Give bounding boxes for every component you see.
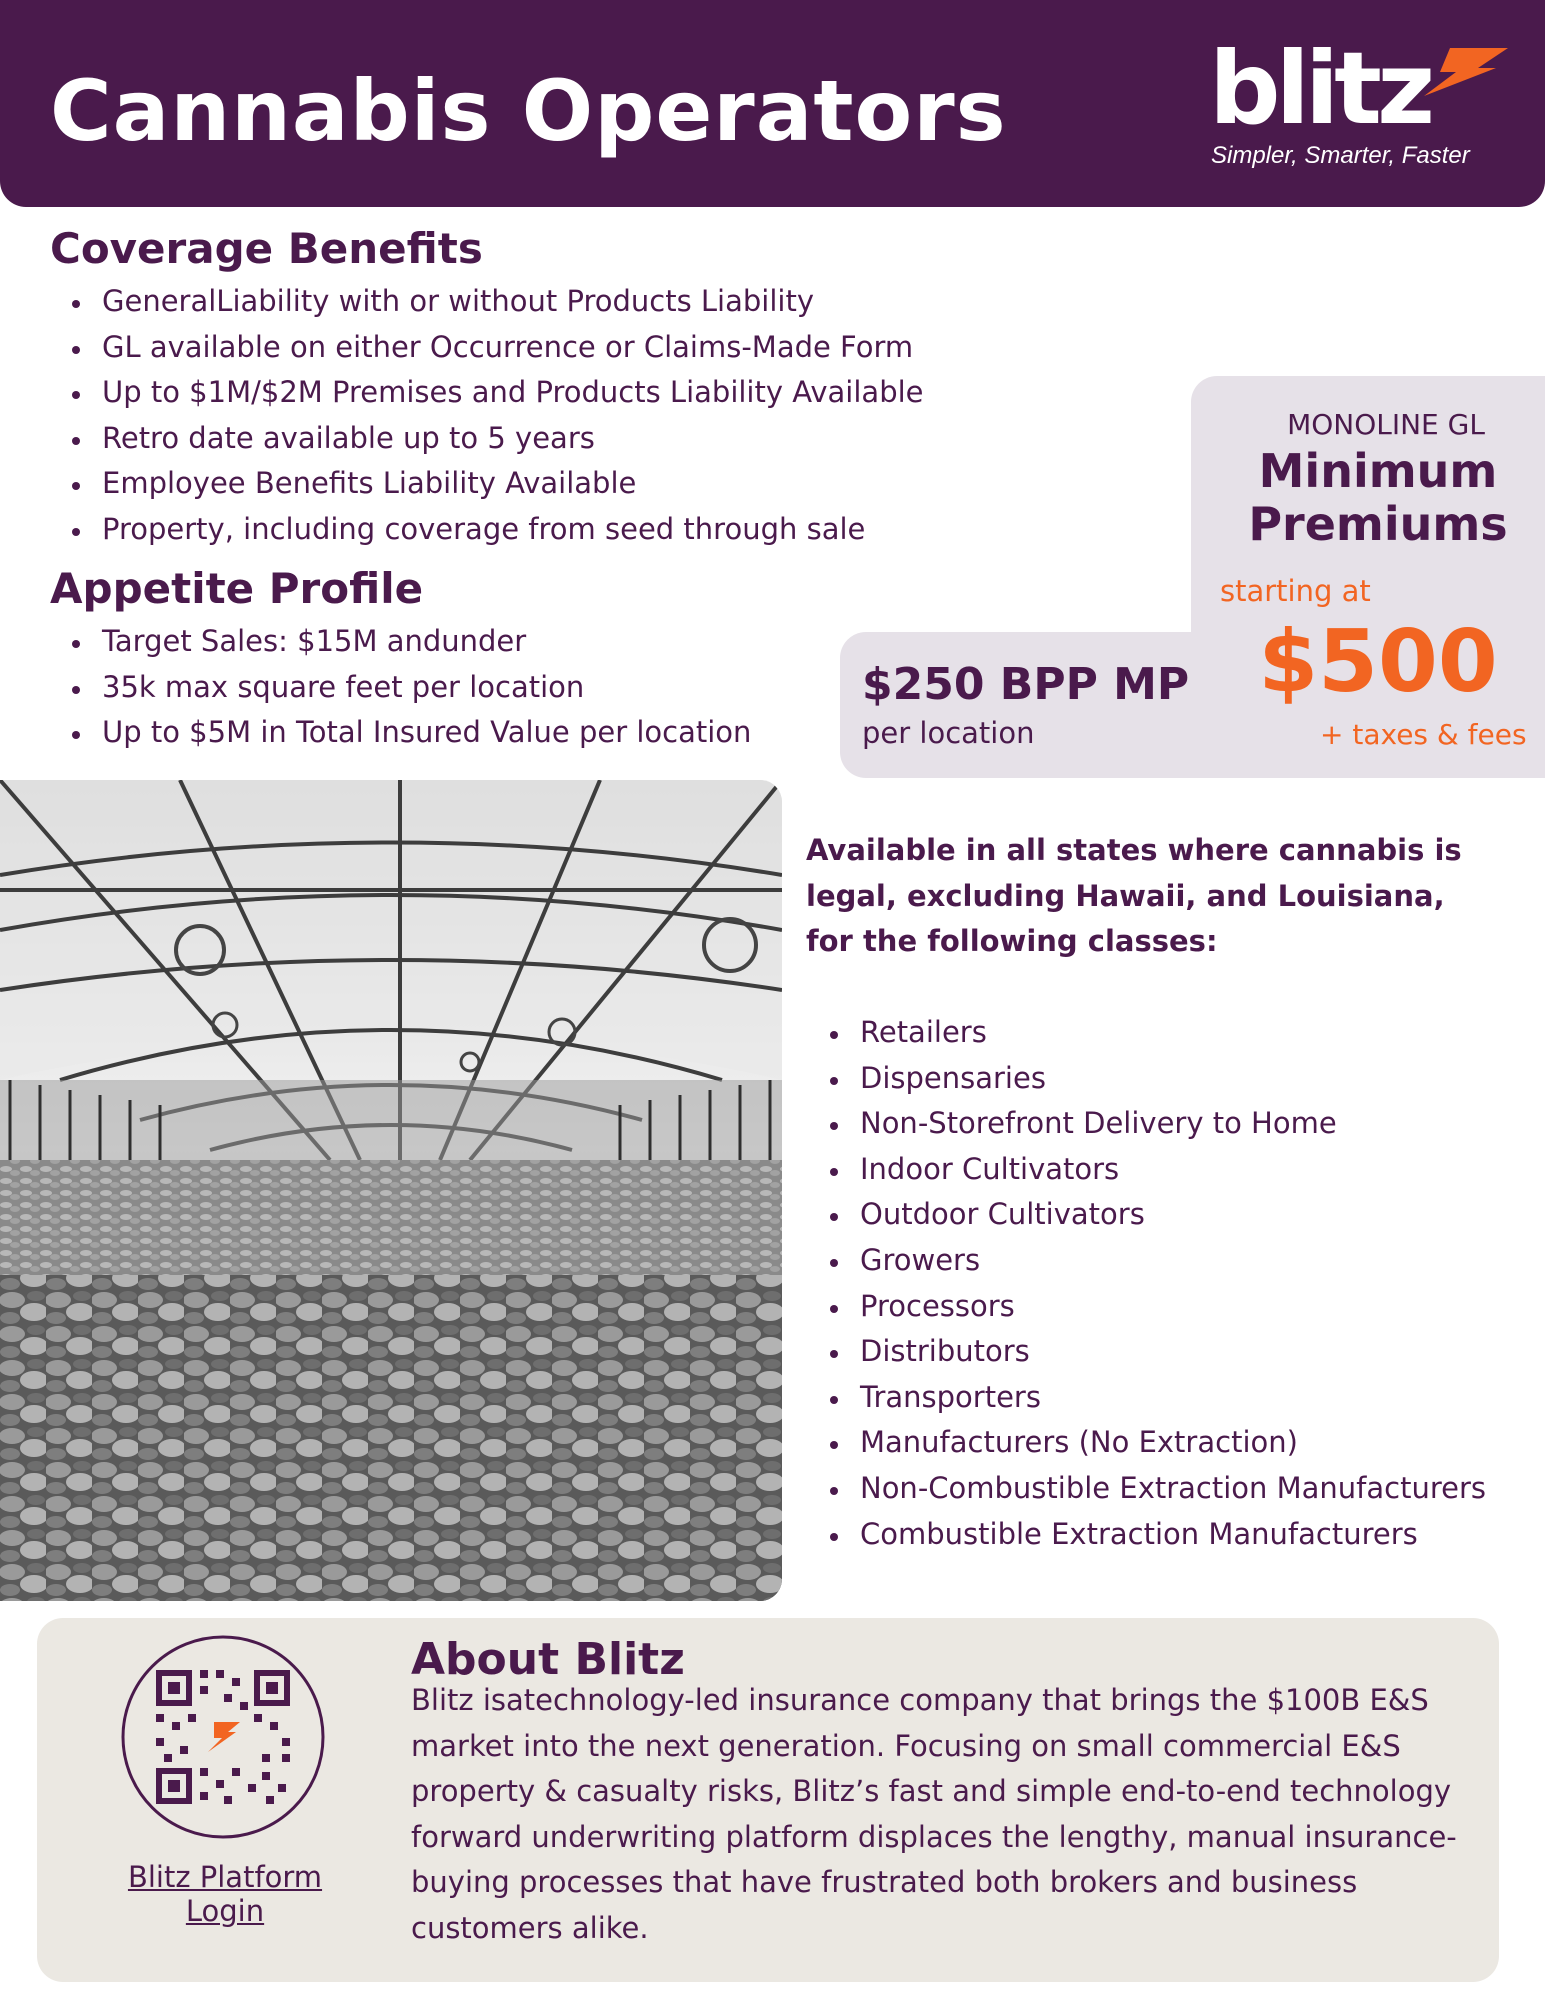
bpp-minimum-premium: $250 BPP MP xyxy=(862,659,1190,710)
lightning-bolt-icon xyxy=(1420,46,1510,98)
list-item: GeneralLiability with or without Products Liability xyxy=(50,279,924,325)
availability-statement: Available in all states where cannabis is legal, excluding Hawaii, and Louisiana, for the following classes: xyxy=(806,833,1462,959)
list-item: Combustible Extraction Manufacturers xyxy=(808,1512,1486,1558)
about-blitz-heading: About Blitz xyxy=(411,1634,685,1685)
list-item: Non-Combustible Extraction Manufacturers xyxy=(808,1466,1486,1512)
list-item: Dispensaries xyxy=(808,1056,1486,1102)
list-item: Up to $1M/$2M Premises and Products Liability Available xyxy=(50,370,924,416)
list-item: Retailers xyxy=(808,1010,1486,1056)
about-blitz-text: Blitz isatechnology-led insurance company that brings the $100B E&S market into the next generation. Focusing on small commercial E&S property & casualty risks, Blitz’s fast and simple end-to-end technology forward underwriting platform displaces the lengthy, manual insurance-buying processes that have frustrated both brokers and business customers alike. xyxy=(411,1683,1457,1945)
eligible-classes-list xyxy=(808,1010,1486,1557)
list-item: Transporters xyxy=(808,1375,1486,1421)
qr-code[interactable] xyxy=(118,1632,328,1842)
list-item: GL available on either Occurrence or Claims-Made Form xyxy=(50,325,924,371)
taxes-fees-note: + taxes & fees xyxy=(1320,718,1527,751)
list-item: Outdoor Cultivators xyxy=(808,1192,1486,1238)
logo-tagline: Simpler, Smarter, Faster xyxy=(1211,142,1470,169)
list-item: Manufacturers (No Extraction) xyxy=(808,1420,1486,1466)
starting-at-label: starting at xyxy=(1220,574,1371,608)
list-item: Distributors xyxy=(808,1329,1486,1375)
blitz-platform-login-link[interactable]: Blitz Platform Login xyxy=(127,1860,323,1928)
list-item: Up to $5M in Total Insured Value per location xyxy=(50,710,751,756)
coverage-benefits-heading: Coverage Benefits xyxy=(50,224,483,273)
logo-wordmark: blitz xyxy=(1209,30,1431,147)
list-item: Non-Storefront Delivery to Home xyxy=(808,1101,1486,1147)
blitz-logo xyxy=(1205,30,1505,184)
bpp-per-location: per location xyxy=(862,716,1035,750)
list-item: Indoor Cultivators xyxy=(808,1147,1486,1193)
list-item: Target Sales: $15M andunder xyxy=(50,619,751,665)
list-item: Property, including coverage from seed through sale xyxy=(50,507,924,553)
list-item: Growers xyxy=(808,1238,1486,1284)
list-item: 35k max square feet per location xyxy=(50,665,751,711)
greenhouse-photo xyxy=(0,780,782,1601)
appetite-profile-list xyxy=(50,619,751,756)
list-item: Retro date available up to 5 years xyxy=(50,416,924,462)
appetite-profile-heading: Appetite Profile xyxy=(50,564,424,613)
coverage-benefits-list xyxy=(50,279,924,553)
monoline-gl-label: MONOLINE GL xyxy=(1287,408,1485,441)
minimum-premiums-title: Minimum Premiums xyxy=(1248,444,1508,551)
list-item: Employee Benefits Liability Available xyxy=(50,461,924,507)
premium-price: $500 xyxy=(1258,612,1498,712)
list-item: Processors xyxy=(808,1284,1486,1330)
page-title: Cannabis Operators xyxy=(50,62,1007,160)
